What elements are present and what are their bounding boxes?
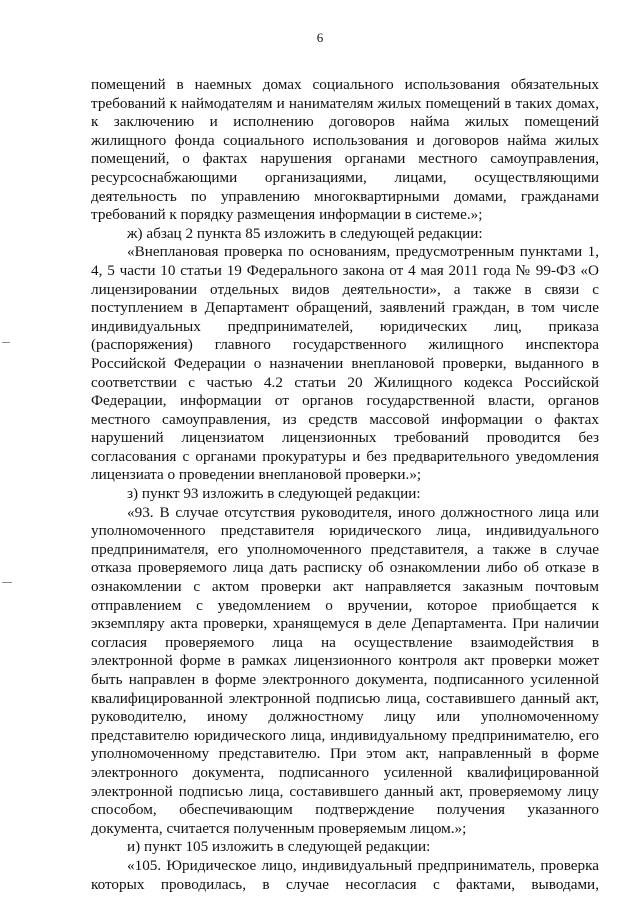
text-line: индивидуальных предпринимателей, юридических лиц, приказа [91,317,599,335]
text-line: квалифицированной электронной подписью лица, составившего данный акт, [91,689,599,707]
text-line: требований к порядку размещения информации в системе.»; [91,206,483,224]
text-line: лицензиата о проведении внеплановой проверки.»; [91,466,422,484]
text-line: согласия проверяемого лица на осуществление взаимодействия в [91,633,599,651]
text-line: быть направлен в форме электронного документа, подписанного усиленной [91,671,599,688]
document-body [91,76,599,894]
text-line: деятельность по управлению многоквартирными домами, гражданами [91,187,599,205]
text-line: электронной подписью лица, составившего данный акт, проверяемому лицу [91,782,599,800]
text-line: руководителю, иному должностному лицу или уполномоченному [91,708,599,726]
text-line: з) пункт 93 изложить в следующей редакции: [127,485,421,503]
text-line: (распоряжения) главного государственного жилищного инспектора [91,336,599,354]
text-line: к заключению и исполнению договоров найма жилых помещений [91,113,599,131]
text-line: электронного документа, подписанного усиленной квалифицированной [91,763,599,781]
text-line: и) пункт 105 изложить в следующей редакции: [127,838,431,856]
text-line: электронной форме в рамках лицензионного контроля акт проверки может [91,652,599,670]
text-line: Федерации, информации от органов государственной власти, органов [91,392,599,410]
text-line: помещений, о фактах нарушения органами местного самоуправления, [91,150,599,168]
text-line: помещений в наемных домах социального использования обязательных [91,76,599,93]
text-line: лицензировании отдельных видов деятельности», а также в связи с [91,280,599,298]
text-line: ж) абзац 2 пункта 85 изложить в следующей редакции: [127,224,483,242]
text-line: способом, обеспечивающим подтверждение получения указанного [91,801,599,819]
text-line: соответствии с частью 4.2 статьи 20 Жилищного кодекса Российской [91,373,599,391]
text-line: «93. В случае отсутствия руководителя, иного должностного лица или [127,503,599,521]
text-line: представителю юридического лица, индивидуальному предпринимателю, его [91,726,599,744]
text-line: местного самоуправления, из средств массовой информации о фактах [91,410,599,428]
text-line: Российской Федерации о назначении внеплановой проверки, выданного в [91,354,599,372]
text-line: которых проводилась, в случае несогласия с фактами, выводами, [91,875,599,893]
text-line: уполномоченному представителю. При этом акт, направленный в форме [91,745,599,763]
page-number: 6 [316,30,324,45]
text-line: уполномоченного представителя юридического лица, индивидуального [91,522,599,540]
text-line: отправлением с уведомлением о вручении, которое приобщается к [91,596,599,614]
scan-edge-mark-bottom [2,582,12,583]
text-line: документа, считается полученным проверяемым лицом.»; [91,819,467,837]
text-line: согласования с органами прокуратуры и без предварительного уведомления [91,447,599,465]
text-line: ознакомлении с актом проверки акт направляется заказным почтовым [91,578,599,596]
text-line: ресурсоснабжающими организациями, лицами, осуществляющими [91,168,599,186]
text-line: 4, 5 части 10 статьи 19 Федерального закона от 4 мая 2011 года № 99-ФЗ «О [91,261,599,279]
text-line: предпринимателя, его уполномоченного представителя, а также в случае [91,540,599,558]
scan-edge-mark-top [2,342,10,343]
text-line: требований к наймодателям и нанимателям жилых помещений в таких домах, [91,94,599,112]
text-line: жилищного фонда социального использования и договоров найма жилых [91,131,599,149]
text-line: поступлением в Департамент обращений, заявлений граждан, в том числе [91,299,599,317]
text-line: экземпляру акта проверки, хранящемуся в деле Департамента. При наличии [91,615,599,633]
text-line: отказа проверяемого лица дать расписку об ознакомлении либо об отказе в [91,559,599,577]
text-line: «Внеплановая проверка по основаниям, предусмотренным пунктами 1, [127,243,599,261]
text-line: нарушений лицензиатом лицензионных требований проводится без [91,429,599,447]
text-line: «105. Юридическое лицо, индивидуальный предприниматель, проверка [127,856,599,874]
